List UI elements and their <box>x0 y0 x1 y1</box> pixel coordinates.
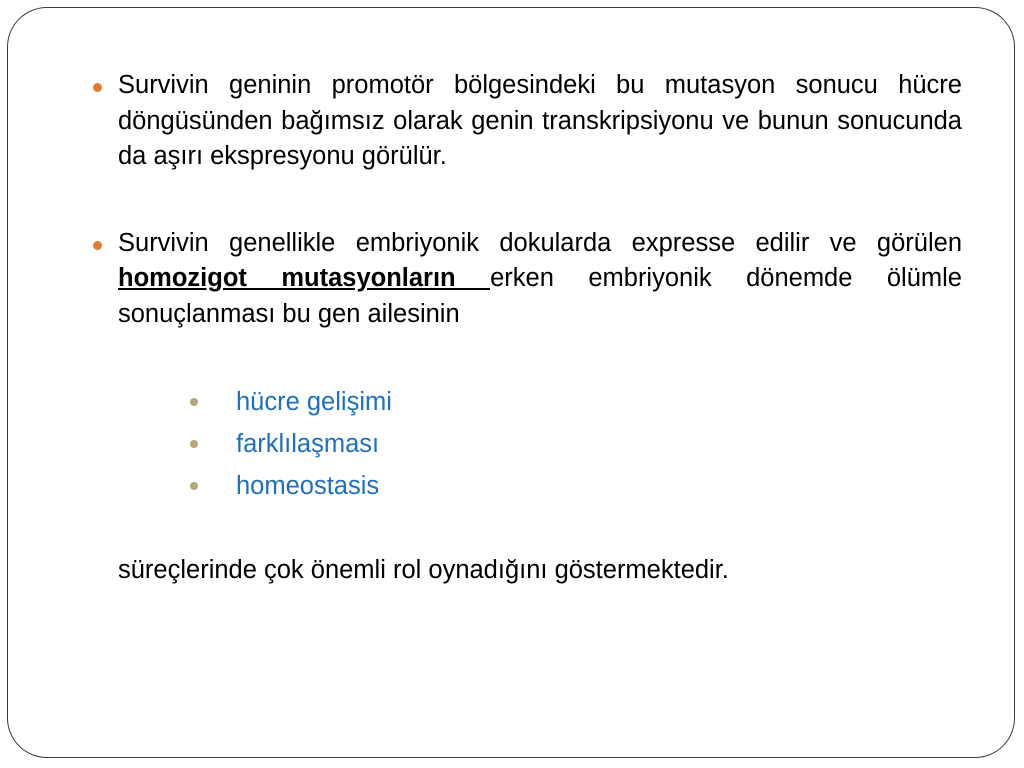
bullet-item-2 <box>90 226 962 333</box>
closing-text: süreçlerinde çok önemli rol oynadığını göstermektedir. <box>118 556 729 584</box>
sub-item <box>236 381 962 423</box>
sub-list <box>90 381 962 507</box>
sub-bullet-dot-icon <box>190 440 198 448</box>
bullet-text-before: Survivin genellikle embriyonik dokularda expresse edilir ve görülen <box>118 228 962 257</box>
sub-item-label: farklılaşması <box>236 430 380 458</box>
bullet-text-after: erken embriyonik dönemde ölümle sonuçlanması bu gen ailesinin <box>118 264 962 328</box>
slide-content <box>90 68 962 589</box>
sub-item-label: hücre gelişimi <box>236 388 392 416</box>
bullet-emphasis: homozigot mutasyonların <box>118 264 491 292</box>
sub-item <box>236 423 962 465</box>
bullet-item-1 <box>90 68 962 175</box>
bullet-dot-icon <box>93 241 102 250</box>
sub-item-label: homeostasis <box>236 472 380 500</box>
sub-item <box>236 465 962 507</box>
sub-bullet-dot-icon <box>190 482 198 490</box>
bullet-text: Survivin geninin promotör bölgesindeki bu mutasyon sonucu hücre döngüsünden bağımsız olarak genin transkripsiyonu ve bunun sonucunda da aşırı ekspresyonu görülür. <box>118 71 962 170</box>
bullet-dot-icon <box>93 83 102 92</box>
sub-bullet-dot-icon <box>190 398 198 406</box>
